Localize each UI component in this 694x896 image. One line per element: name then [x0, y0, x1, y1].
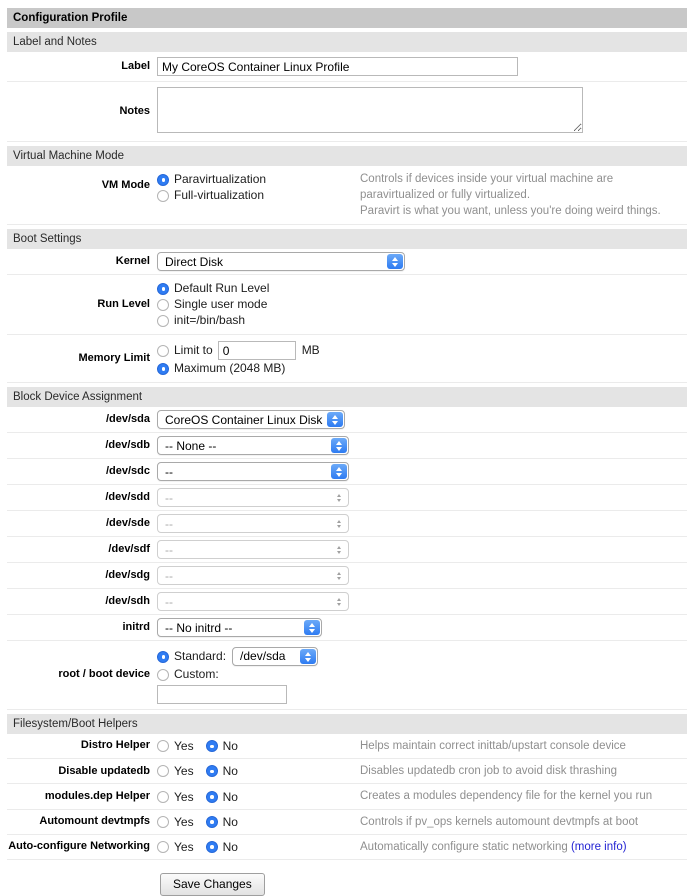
- standard-root-radio-label: Standard:: [174, 649, 227, 664]
- dev-sdc-select[interactable]: [157, 462, 349, 481]
- auto-configure-networking-yes-radio[interactable]: [157, 841, 169, 853]
- dev-sdg-select: [157, 566, 349, 585]
- field-label-memory-limit: Memory Limit: [78, 351, 150, 364]
- initrd-row: [7, 615, 687, 641]
- field-label-vm-mode: VM Mode: [101, 179, 150, 191]
- dev-sdb-select-value: -- None --: [165, 438, 217, 453]
- select-stepper-icon: [387, 254, 403, 269]
- standard-root-radio[interactable]: [157, 651, 169, 663]
- disable-updatedb-yes-label: Yes: [174, 764, 194, 779]
- standard-root-device-select-value: /dev/sda: [240, 649, 286, 664]
- default-run-level-radio-label: Default Run Level: [174, 281, 270, 296]
- auto-configure-networking-yes-label: Yes: [174, 839, 194, 854]
- custom-root-device-input[interactable]: [157, 685, 287, 704]
- default-run-level-radio[interactable]: [157, 283, 169, 295]
- distro-helper-row: [7, 734, 687, 759]
- modules-dep-no-label: No: [222, 789, 238, 804]
- dev-sdd-row: [7, 485, 687, 511]
- select-stepper-icon: [331, 464, 347, 479]
- distro-helper-no-label: No: [222, 739, 238, 754]
- section-header-boot-settings: Boot Settings: [7, 229, 687, 249]
- section-header-block-device-assignment: Block Device Assignment: [7, 387, 687, 407]
- dev-sde-select: [157, 514, 349, 533]
- field-label-modules-dep-helper: modules.dep Helper: [44, 789, 150, 802]
- auto-configure-networking-no-label: No: [222, 839, 238, 854]
- modules-dep-no-radio[interactable]: [206, 791, 218, 803]
- field-label-notes: Notes: [119, 104, 150, 117]
- automount-devtmpfs-help-text: Controls if pv_ops kernels automount devtmpfs at boot: [360, 815, 639, 828]
- dev-sda-select-value: CoreOS Container Linux Disk: [165, 412, 323, 427]
- disable-updatedb-no-radio[interactable]: [206, 765, 218, 777]
- auto-configure-networking-no-radio[interactable]: [206, 841, 218, 853]
- modules-dep-helper-row: [7, 784, 687, 809]
- field-label-dev-sdc: /dev/sdc: [105, 464, 150, 477]
- field-label-auto-configure-networking: Auto-configure Networking: [8, 839, 150, 852]
- field-label-label: Label: [121, 59, 150, 72]
- field-label-dev-sdh: /dev/sdh: [105, 594, 150, 607]
- more-info-link[interactable]: (more info): [570, 840, 627, 853]
- dev-sdh-row: [7, 589, 687, 615]
- automount-devtmpfs-yes-label: Yes: [174, 814, 194, 829]
- save-row: [7, 873, 687, 896]
- automount-devtmpfs-row: [7, 810, 687, 835]
- dev-sde-row: [7, 511, 687, 537]
- select-stepper-icon: [331, 516, 347, 531]
- vm-mode-row: [7, 166, 687, 225]
- field-label-root-boot-device: root / boot device: [58, 668, 150, 681]
- configuration-profile-form: [7, 8, 687, 896]
- select-stepper-icon: [331, 542, 347, 557]
- auto-configure-networking-row: [7, 835, 687, 860]
- section-header-label-and-notes: Label and Notes: [7, 32, 687, 52]
- select-stepper-icon: [327, 412, 343, 427]
- kernel-select[interactable]: [157, 252, 405, 271]
- dev-sdh-select-value: --: [165, 594, 173, 609]
- section-header-filesystem-boot-helpers: Filesystem/Boot Helpers: [7, 714, 687, 734]
- full-virtualization-radio[interactable]: [157, 190, 169, 202]
- paravirtualization-radio-label: Paravirtualization: [174, 172, 267, 186]
- maximum-memory-radio[interactable]: [157, 363, 169, 375]
- dev-sdf-row: [7, 537, 687, 563]
- modules-dep-help-text: Creates a modules dependency file for the kernel you run: [360, 790, 653, 803]
- select-stepper-icon: [331, 438, 347, 453]
- limit-to-radio[interactable]: [157, 345, 169, 357]
- dev-sdf-select: [157, 540, 349, 559]
- custom-root-radio[interactable]: [157, 669, 169, 681]
- profile-label-input[interactable]: [157, 57, 518, 76]
- field-label-dev-sdf: /dev/sdf: [108, 542, 150, 555]
- vm-mode-help-line1: Controls if devices inside your virtual machine are paravirtualized or fully virtualized.: [360, 173, 614, 202]
- memory-limit-unit-label: MB: [301, 343, 320, 358]
- standard-root-device-select[interactable]: [232, 647, 318, 666]
- automount-devtmpfs-no-radio[interactable]: [206, 816, 218, 828]
- kernel-row: [7, 249, 687, 275]
- field-label-dev-sdg: /dev/sdg: [105, 568, 150, 581]
- field-label-dev-sde: /dev/sde: [105, 516, 150, 529]
- select-stepper-icon: [304, 620, 320, 635]
- disable-updatedb-help-text: Disables updatedb cron job to avoid disk thrashing: [360, 765, 617, 778]
- initrd-select[interactable]: [157, 618, 322, 637]
- modules-dep-yes-radio[interactable]: [157, 791, 169, 803]
- disable-updatedb-yes-radio[interactable]: [157, 765, 169, 777]
- memory-limit-row: [7, 335, 687, 383]
- dev-sda-row: [7, 407, 687, 433]
- field-label-dev-sdb: /dev/sdb: [105, 438, 150, 451]
- limit-to-radio-label: Limit to: [174, 343, 213, 358]
- full-virtualization-radio-label: Full-virtualization: [174, 188, 265, 202]
- dev-sdg-row: [7, 563, 687, 589]
- distro-helper-yes-label: Yes: [174, 739, 194, 754]
- custom-root-radio-label: Custom:: [174, 667, 219, 682]
- save-changes-button[interactable]: Save Changes: [160, 873, 265, 896]
- distro-helper-help-text: Helps maintain correct inittab/upstart console device: [360, 740, 626, 753]
- field-label-distro-helper: Distro Helper: [80, 739, 150, 752]
- dev-sdd-select-value: --: [165, 490, 173, 505]
- dev-sdb-row: [7, 433, 687, 459]
- section-header-vm-mode: Virtual Machine Mode: [7, 146, 687, 166]
- dev-sdg-select-value: --: [165, 568, 173, 583]
- single-user-mode-radio[interactable]: [157, 299, 169, 311]
- field-label-dev-sda: /dev/sda: [105, 412, 150, 425]
- memory-limit-input[interactable]: [218, 341, 296, 360]
- dev-sda-select[interactable]: [157, 410, 345, 429]
- dev-sdh-select: [157, 592, 349, 611]
- disable-updatedb-row: [7, 759, 687, 784]
- auto-configure-networking-help-text: [360, 839, 687, 855]
- modules-dep-yes-label: Yes: [174, 789, 194, 804]
- notes-textarea[interactable]: [157, 87, 583, 133]
- disable-updatedb-no-label: No: [222, 764, 238, 779]
- select-stepper-icon: [331, 568, 347, 583]
- vm-mode-help-text: [360, 171, 687, 219]
- notes-row: [7, 82, 687, 142]
- initrd-select-value: -- No initrd --: [165, 620, 233, 635]
- single-user-mode-radio-label: Single user mode: [174, 297, 268, 312]
- dev-sdd-select: [157, 488, 349, 507]
- field-label-dev-sdd: /dev/sdd: [105, 490, 150, 503]
- dev-sdc-select-value: --: [165, 464, 173, 479]
- init-bin-bash-radio-label: init=/bin/bash: [174, 313, 246, 328]
- select-stepper-icon: [331, 594, 347, 609]
- dev-sde-select-value: --: [165, 516, 173, 531]
- automount-devtmpfs-yes-radio[interactable]: [157, 816, 169, 828]
- kernel-select-value: Direct Disk: [165, 254, 224, 269]
- vm-mode-help-line2: Paravirt is what you want, unless you're doing weird things.: [360, 205, 661, 218]
- field-label-disable-updatedb: Disable updatedb: [58, 764, 150, 777]
- dev-sdc-row: [7, 459, 687, 485]
- field-label-automount-devtmpfs: Automount devtmpfs: [39, 814, 150, 827]
- field-label-run-level: Run Level: [97, 297, 150, 310]
- select-stepper-icon: [300, 649, 316, 664]
- dev-sdb-select[interactable]: [157, 436, 349, 455]
- maximum-memory-radio-label: Maximum (2048 MB): [174, 361, 286, 376]
- root-boot-device-row: [7, 641, 687, 710]
- automount-devtmpfs-no-label: No: [222, 814, 238, 829]
- field-label-kernel: Kernel: [115, 254, 150, 267]
- distro-helper-yes-radio[interactable]: [157, 740, 169, 752]
- page-title: Configuration Profile: [7, 8, 687, 28]
- run-level-row: [7, 275, 687, 335]
- dev-sdf-select-value: --: [165, 542, 173, 557]
- auto-configure-networking-help-label: Automatically configure static networking: [360, 840, 568, 853]
- init-bin-bash-radio[interactable]: [157, 315, 169, 327]
- field-label-initrd: initrd: [122, 620, 150, 633]
- distro-helper-no-radio[interactable]: [206, 740, 218, 752]
- label-row: [7, 52, 687, 82]
- select-stepper-icon: [331, 490, 347, 505]
- paravirtualization-radio[interactable]: [157, 174, 169, 186]
